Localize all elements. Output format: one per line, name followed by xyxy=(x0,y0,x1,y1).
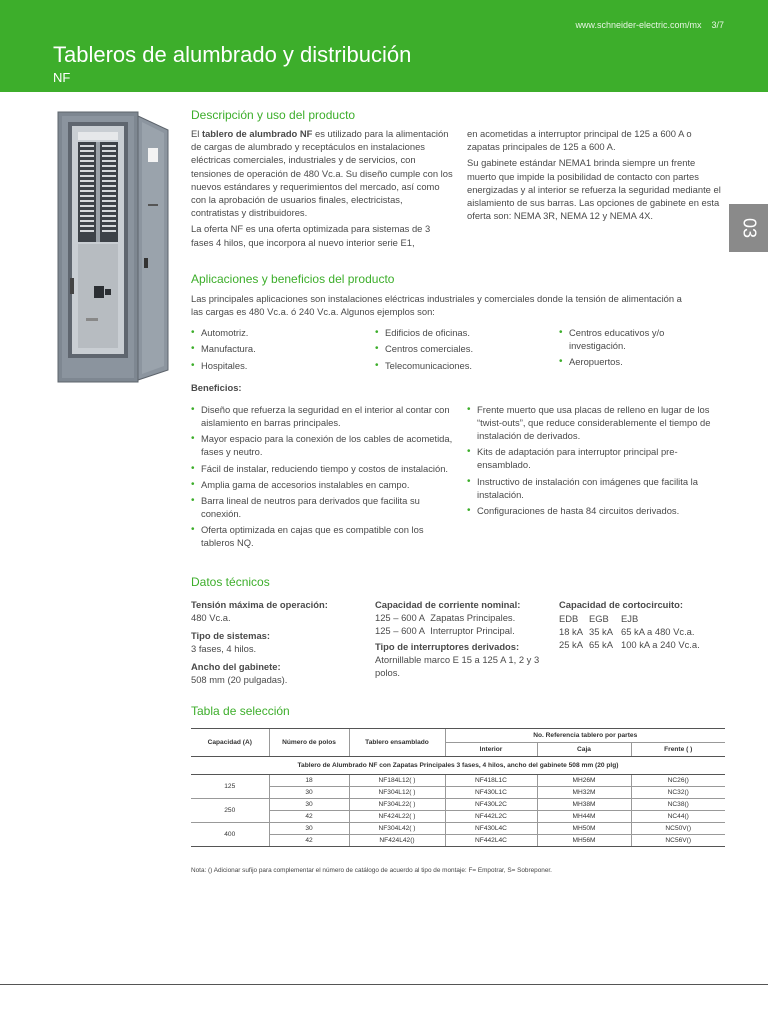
table-cell: 42 xyxy=(269,835,349,847)
bullet-icon: • xyxy=(467,504,471,516)
bullet-icon: • xyxy=(191,495,195,507)
list-item xyxy=(375,326,545,339)
col-header-ensamblado: Tablero ensamblado xyxy=(349,729,445,757)
bullet-icon: • xyxy=(191,327,195,338)
tension-label: Tensión máxima de operación: xyxy=(191,599,328,610)
ancho-label: Ancho del gabinete: xyxy=(191,661,281,672)
table-cell: NC44() xyxy=(631,811,725,823)
list-item-text: Aeropuertos. xyxy=(569,356,623,368)
list-item-text: Centros comerciales. xyxy=(385,343,474,355)
list-item xyxy=(467,445,729,471)
aplicaciones-intro: Las principales aplicaciones son instalaciones eléctricas industriales y comerciales donde la tensión de alimentación a las cargas es 480 Vc.a. ó 240 Vc.a. Algunos ejemplos son: xyxy=(191,293,682,318)
table-cell: NF430L2C xyxy=(445,799,537,811)
beneficios-list-2 xyxy=(467,403,729,520)
list-item xyxy=(191,432,453,458)
cc-row xyxy=(559,638,729,651)
derivados-label: Tipo de interruptores derivados: xyxy=(375,641,520,652)
table-cell: NF430L1C xyxy=(445,787,537,799)
list-item xyxy=(467,403,729,442)
table-cell: NF424L42() xyxy=(349,835,445,847)
table-cell: NF304L12( ) xyxy=(349,787,445,799)
col-header-partes: No. Referencia tablero por partes xyxy=(445,729,725,743)
table-cell: NF418L1C xyxy=(445,775,537,787)
list-item-text: Automotriz. xyxy=(201,327,249,338)
datos-col-3 xyxy=(559,598,729,651)
page-title: Tableros de alumbrado y distribución xyxy=(53,42,412,67)
cc-cell: 65 kA a 480 Vc.a. xyxy=(621,626,695,637)
table-cell: NF442L4C xyxy=(445,835,537,847)
cc-cell: 18 kA xyxy=(559,626,583,637)
list-item xyxy=(191,478,453,491)
list-item-text: Barra lineal de neutros para derivados que facilita su conexión. xyxy=(201,495,420,520)
cc-cell: 35 kA xyxy=(589,626,613,637)
ancho-value: 508 mm (20 pulgadas). xyxy=(191,674,288,685)
table-cell: NF184L12( ) xyxy=(349,775,445,787)
bullet-icon: • xyxy=(467,446,471,458)
list-item xyxy=(559,326,719,352)
datos-col-1 xyxy=(191,598,361,686)
table-cell: NF304L42( ) xyxy=(349,823,445,835)
table-cell: NC56V() xyxy=(631,835,725,847)
descripcion-paragraph-3: en acometidas a interruptor principal de 125 a 600 A o zapatas principales de 125 a 600 A. xyxy=(467,128,692,153)
col-header-interior: Interior xyxy=(445,743,537,757)
table-cell-capacidad: 125 xyxy=(191,775,269,799)
list-item-text: Manufactura. xyxy=(201,343,256,355)
cc-head-edb: EDB xyxy=(559,613,579,624)
descripcion-p1-post: es utilizado para la alimentación de cargas de alumbrado y receptáculos en instalaciones eléctricas comerciales, industriales y de servicios, con tensiones de operación de 480 Vc.a. Su diseño cumple con los nuevos estándares y requerimientos del mercado, así como con la aprobación de usuarios finales, electricistas, contratistas y distribuidores. xyxy=(191,128,453,219)
derivados-value: Atornillable marco E 15 a 125 A 1, 2 y 3 polos. xyxy=(375,654,540,678)
list-item xyxy=(191,494,453,520)
list-item xyxy=(375,342,545,355)
beneficios-list-1 xyxy=(191,403,453,553)
list-item-text: Hospitales. xyxy=(201,359,248,371)
cc-head-egb: EGB xyxy=(589,613,609,624)
list-item xyxy=(191,462,453,475)
corriente-range: 125 – 600 A xyxy=(375,625,426,636)
table-cell: 42 xyxy=(269,811,349,823)
page-header xyxy=(0,0,768,92)
descripcion-paragraph-4: Su gabinete estándar NEMA1 brinda siempre un frente muerto que impide la posibilidad de contacto con partes energizadas y al interior se refuerza la seguridad mediante el aislamiento de sus barras. Las opciones de gabinete en esta oferta son: NEMA 3R, NEMA 12 y NEMA 4X. xyxy=(467,157,721,222)
descripcion-p1-pre: El xyxy=(191,128,202,139)
list-item-text: Kits de adaptación para interruptor principal pre-ensamblado. xyxy=(477,446,678,471)
table-cell: NF304L22( ) xyxy=(349,799,445,811)
aplicaciones-list-2 xyxy=(375,326,545,375)
col-header-polos: Número de polos xyxy=(269,729,349,757)
table-cell: 30 xyxy=(269,823,349,835)
list-item-text: Edificios de oficinas. xyxy=(385,327,470,338)
list-item xyxy=(191,523,453,549)
list-item-text: Oferta optimizada en cajas que es compatible con los tableros NQ. xyxy=(201,524,424,549)
list-item xyxy=(191,326,361,339)
bullet-icon: • xyxy=(191,462,195,474)
corriente-desc: Interruptor Principal. xyxy=(430,625,515,636)
selection-table xyxy=(191,728,725,847)
bullet-icon: • xyxy=(191,524,195,536)
header-url[interactable]: www.schneider-electric.com/mx xyxy=(575,20,702,30)
list-item xyxy=(559,355,719,368)
list-item xyxy=(191,403,453,429)
list-item-text: Mayor espacio para la conexión de los cables de acometida, fases y neutro. xyxy=(201,433,453,458)
page-number: 3/7 xyxy=(711,20,724,30)
col-header-capacidad: Capacidad (A) xyxy=(191,729,269,757)
datos-title: Datos técnicos xyxy=(191,575,270,589)
header-url-page xyxy=(575,20,724,30)
col-header-frente: Frente ( ) xyxy=(631,743,725,757)
sistemas-label: Tipo de sistemas: xyxy=(191,630,271,641)
table-subheader: Tablero de Alumbrado NF con Zapatas Principales 3 fases, 4 hilos, ancho del gabinete 508 mm (20 plg) xyxy=(191,757,725,775)
bullet-icon: • xyxy=(191,478,195,490)
table-cell-capacidad: 400 xyxy=(191,823,269,847)
corriente-row xyxy=(375,624,545,637)
list-item-text: Instructivo de instalación con imágenes que facilita la instalación. xyxy=(477,475,698,500)
list-item xyxy=(467,475,729,501)
bullet-icon: • xyxy=(191,359,195,371)
footer-divider xyxy=(0,984,768,985)
table-cell: NF424L22( ) xyxy=(349,811,445,823)
list-item xyxy=(375,359,545,372)
descripcion-col-left xyxy=(191,127,453,249)
corriente-desc: Zapatas Principales. xyxy=(430,612,516,623)
list-item-text: Frente muerto que usa placas de relleno en lugar de los “twist-outs”, que reduce considerablemente el tiempo de instalación de derivados. xyxy=(477,404,711,441)
bullet-icon: • xyxy=(191,433,195,445)
table-cell: NF430L4C xyxy=(445,823,537,835)
table-cell: NF442L2C xyxy=(445,811,537,823)
bullet-icon: • xyxy=(191,343,195,355)
list-item-text: Telecomunicaciones. xyxy=(385,359,473,371)
bullet-icon: • xyxy=(467,475,471,487)
table-cell: MH50M xyxy=(537,823,631,835)
cortocircuito-label: Capacidad de cortocircuito: xyxy=(559,599,683,610)
tension-value: 480 Vc.a. xyxy=(191,612,231,623)
panelboard-product-image xyxy=(56,108,174,384)
aplicaciones-list-3 xyxy=(559,326,719,372)
col-header-caja: Caja xyxy=(537,743,631,757)
table-cell: 30 xyxy=(269,799,349,811)
list-item xyxy=(191,359,361,372)
table-cell: 18 xyxy=(269,775,349,787)
table-cell: 30 xyxy=(269,787,349,799)
cc-row xyxy=(559,625,729,638)
list-item-text: Fácil de instalar, reduciendo tiempo y costos de instalación. xyxy=(201,462,449,474)
section-tab-number: 03 xyxy=(739,217,759,239)
bullet-icon: • xyxy=(375,359,379,371)
table-cell: MH32M xyxy=(537,787,631,799)
table-cell: MH44M xyxy=(537,811,631,823)
descripcion-col-right xyxy=(467,127,727,222)
bullet-icon: • xyxy=(559,327,563,338)
corriente-range: 125 – 600 A xyxy=(375,612,426,623)
list-item xyxy=(467,504,729,517)
bullet-icon: • xyxy=(375,327,379,338)
beneficios-label: Beneficios: xyxy=(191,382,242,393)
sistemas-value: 3 fases, 4 hilos. xyxy=(191,643,257,654)
descripcion-p1-bold: tablero de alumbrado NF xyxy=(201,128,313,139)
cc-cell: 100 kA a 240 Vc.a. xyxy=(621,639,700,650)
table-cell: MH56M xyxy=(537,835,631,847)
bullet-icon: • xyxy=(375,343,379,355)
corriente-row xyxy=(375,611,545,624)
page-subtitle: NF xyxy=(53,70,71,85)
cc-cell: 25 kA xyxy=(559,639,583,650)
cc-cell: 65 kA xyxy=(589,639,613,650)
table-note: Nota: () Adicionar sufijo para complementar el número de catálogo de acuerdo al tipo de montaje: F= Empotrar, S= Sobreponer. xyxy=(191,867,552,874)
bullet-icon: • xyxy=(559,356,563,368)
datos-col-2 xyxy=(375,598,545,679)
table-cell: NC26() xyxy=(631,775,725,787)
descripcion-paragraph-2: La oferta NF es una oferta optimizada para sistemas de 3 fases 4 hilos, que incorpora al nuevo interior serie E1, xyxy=(191,223,431,248)
corriente-label: Capacidad de corriente nominal: xyxy=(375,599,521,610)
table-cell-capacidad: 250 xyxy=(191,799,269,823)
table-cell: NC32() xyxy=(631,787,725,799)
table-cell: NC38() xyxy=(631,799,725,811)
table-cell: NC50V() xyxy=(631,823,725,835)
aplicaciones-list-1 xyxy=(191,326,361,375)
section-tab xyxy=(729,204,768,252)
list-item-text: Centros educativos y/o investigación. xyxy=(569,327,665,351)
cc-header-row xyxy=(559,612,729,625)
tabla-title: Tabla de selección xyxy=(191,704,290,718)
cc-head-ejb: EJB xyxy=(621,613,639,624)
descripcion-paragraph-1 xyxy=(191,127,453,219)
table-cell: MH26M xyxy=(537,775,631,787)
descripcion-title: Descripción y uso del producto xyxy=(191,108,356,122)
bullet-icon: • xyxy=(467,404,471,415)
list-item-text: Configuraciones de hasta 84 circuitos derivados. xyxy=(477,504,680,516)
list-item-text: Diseño que refuerza la seguridad en el interior al contar con aislamiento en barras principales. xyxy=(201,404,450,428)
table-cell: MH38M xyxy=(537,799,631,811)
list-item-text: Amplia gama de accesorios instalables en campo. xyxy=(201,478,410,490)
aplicaciones-title: Aplicaciones y beneficios del producto xyxy=(191,272,395,286)
list-item xyxy=(191,342,361,355)
bullet-icon: • xyxy=(191,404,195,415)
